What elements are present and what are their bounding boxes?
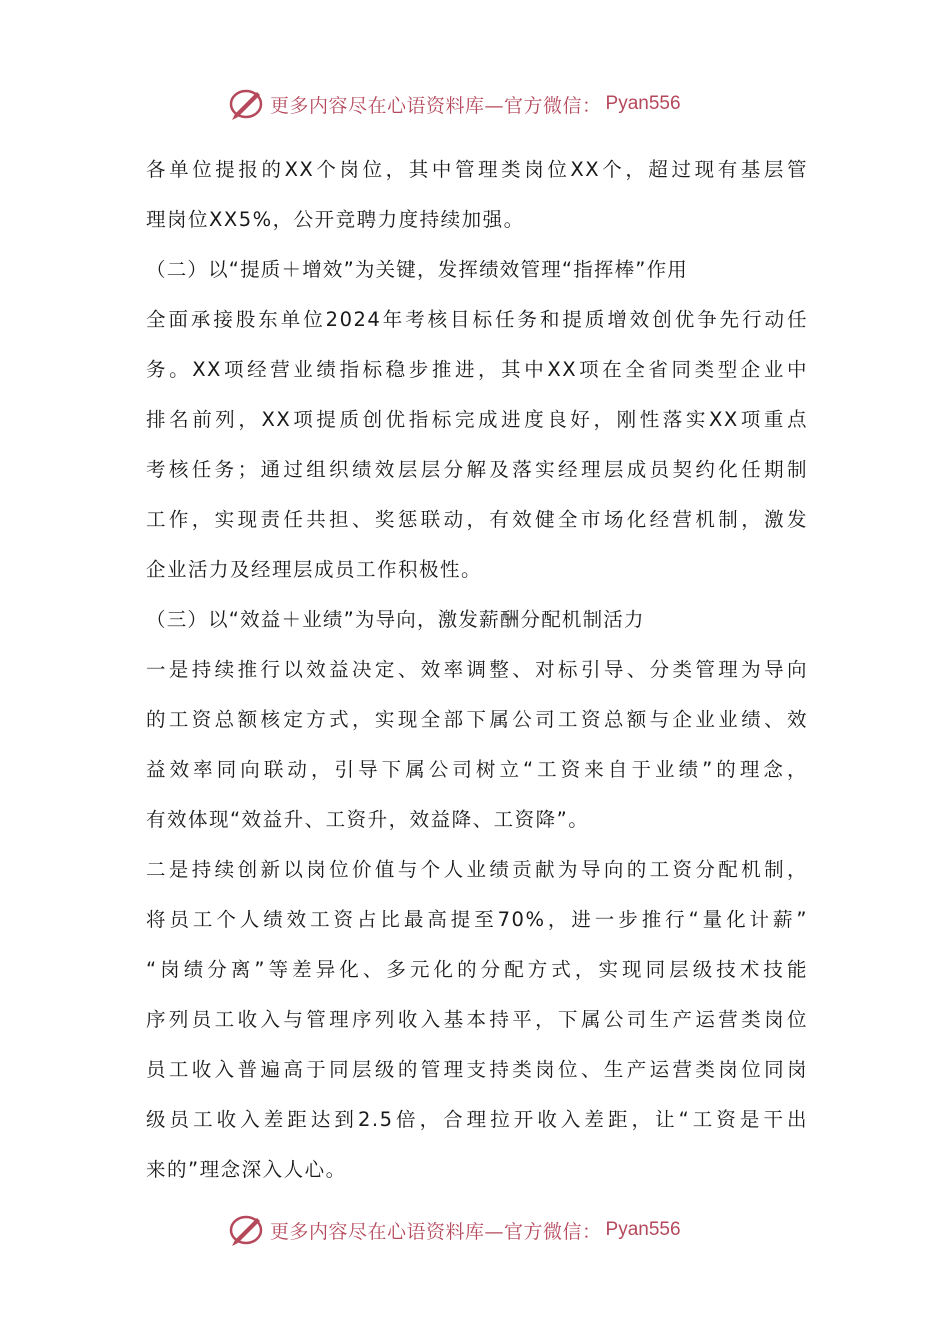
paragraph-line: 益效率同向联动，引导下属公司树立“工资来自于业绩”的理念， bbox=[146, 758, 808, 781]
paragraph-line: 员工收入普遍高于同层级的管理支持类岗位、生产运营类岗位同岗 bbox=[146, 1058, 808, 1081]
paragraph-line: 将员工个人绩效工资占比最高提至70%，进一步推行“量化计薪” bbox=[146, 908, 808, 931]
watermark-footer bbox=[226, 1210, 681, 1250]
paragraph-line: 各单位提报的XX个岗位，其中管理类岗位XX个，超过现有基层管 bbox=[146, 158, 808, 181]
watermark-wechat-id: Pyan556 bbox=[605, 93, 681, 114]
paragraph-line: 级员工收入差距达到2.5倍，合理拉开收入差距，让“工资是干出 bbox=[146, 1108, 808, 1131]
paragraph-line: 排名前列，XX项提质创优指标完成进度良好，刚性落实XX项重点 bbox=[146, 408, 808, 431]
paragraph-line: 二是持续创新以岗位价值与个人业绩贡献为导向的工资分配机制， bbox=[146, 858, 808, 881]
pen-logo-icon bbox=[226, 1210, 266, 1250]
document-body bbox=[146, 145, 808, 1195]
paragraph-line: 全面承接股东单位2024年考核目标任务和提质增效创优争先行动任 bbox=[146, 308, 808, 331]
paragraph-line: 考核任务；通过组织绩效层层分解及落实经理层成员契约化任期制 bbox=[146, 458, 808, 481]
paragraph-line: 企业活力及经理层成员工作积极性。 bbox=[146, 558, 483, 581]
section-heading-2: （二）以“提质＋增效”为关键，发挥绩效管理“指挥棒”作用 bbox=[146, 258, 689, 281]
watermark-text: 更多内容尽在心语资料库—官方微信： bbox=[270, 94, 602, 117]
paragraph-line: 一是持续推行以效益决定、效率调整、对标引导、分类管理为导向 bbox=[146, 658, 808, 681]
paragraph-line: “岗绩分离”等差异化、多元化的分配方式，实现同层级技术技能 bbox=[146, 958, 808, 981]
paragraph-line: 务。XX项经营业绩指标稳步推进，其中XX项在全省同类型企业中 bbox=[146, 358, 808, 381]
paragraph-line: 有效体现“效益升、工资升，效益降、工资降”。 bbox=[146, 808, 590, 831]
watermark-header bbox=[226, 84, 681, 124]
pen-logo-icon bbox=[226, 84, 266, 124]
paragraph-line: 理岗位XX5%，公开竞聘力度持续加强。 bbox=[146, 208, 525, 231]
paragraph-line: 的工资总额核定方式，实现全部下属公司工资总额与企业业绩、效 bbox=[146, 708, 808, 731]
watermark-wechat-id: Pyan556 bbox=[605, 1219, 681, 1240]
watermark-text: 更多内容尽在心语资料库—官方微信： bbox=[270, 1220, 602, 1243]
paragraph-line: 来的”理念深入人心。 bbox=[146, 1158, 347, 1181]
section-heading-3: （三）以“效益＋业绩”为导向，激发薪酬分配机制活力 bbox=[146, 608, 645, 631]
paragraph-line: 工作，实现责任共担、奖惩联动，有效健全市场化经营机制，激发 bbox=[146, 508, 808, 531]
paragraph-line: 序列员工收入与管理序列收入基本持平，下属公司生产运营类岗位 bbox=[146, 1008, 808, 1031]
